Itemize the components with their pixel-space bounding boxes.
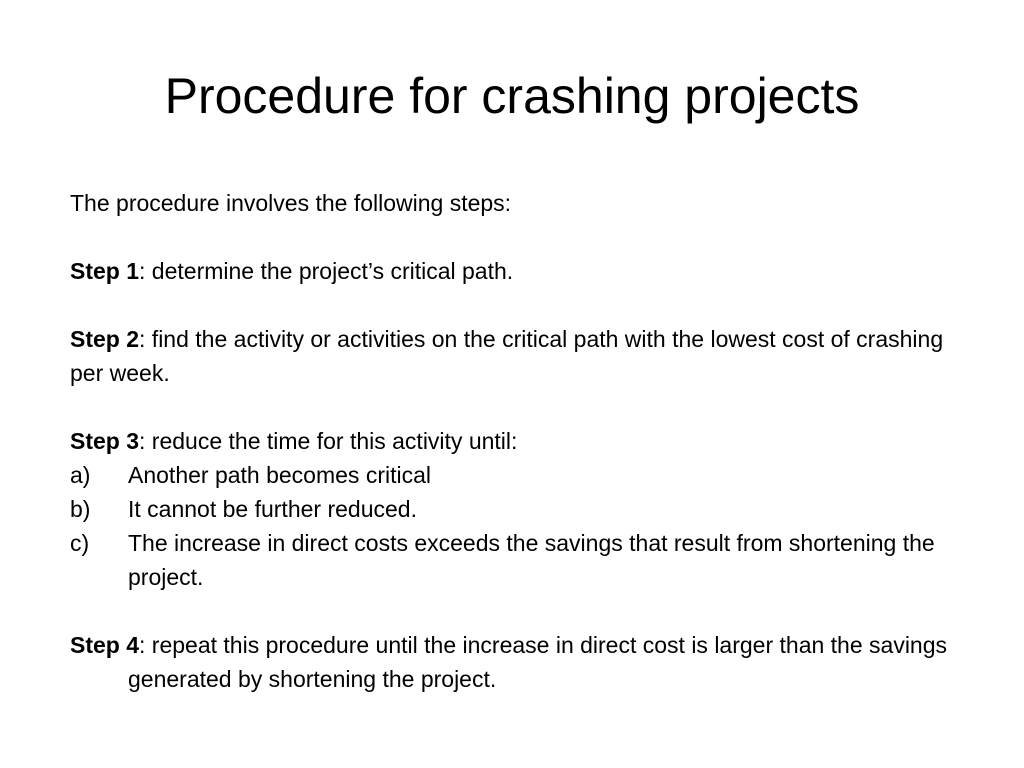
step-3-item-b <box>70 492 970 526</box>
step-3-item-c <box>70 526 970 594</box>
slide-title: Procedure for crashing projects <box>164 68 860 124</box>
step-2-text: : find the activity or activities on the critical path with the lowest cost of crashing per week. <box>70 326 944 386</box>
step-2 <box>70 322 970 390</box>
step-4-text: : repeat this procedure until the increase in direct cost is larger than the savings generated by shortening the project. <box>128 632 948 692</box>
step-1-text: : determine the project’s critical path. <box>139 258 514 284</box>
spacer <box>70 390 970 424</box>
list-item-text: It cannot be further reduced. <box>128 496 417 522</box>
step-3 <box>70 424 970 458</box>
intro-text: The procedure involves the following steps: <box>70 190 512 216</box>
slide-content <box>70 186 970 696</box>
spacer <box>70 220 970 254</box>
step-1-label: Step 1 <box>70 258 140 284</box>
step-3-text: : reduce the time for this activity until: <box>139 428 518 454</box>
spacer <box>70 288 970 322</box>
step-4 <box>70 628 970 696</box>
list-item-text: The increase in direct costs exceeds the savings that result from shortening the project. <box>128 530 935 590</box>
list-item-text: Another path becomes critical <box>128 462 431 488</box>
step-1 <box>70 254 970 288</box>
step-4-label: Step 4 <box>70 632 140 658</box>
step-3-item-a <box>70 458 970 492</box>
step-3-label: Step 3 <box>70 428 140 454</box>
spacer <box>70 594 970 628</box>
list-marker: a) <box>70 462 91 488</box>
step-2-label: Step 2 <box>70 326 140 352</box>
list-marker: c) <box>70 530 90 556</box>
list-marker: b) <box>70 496 91 522</box>
